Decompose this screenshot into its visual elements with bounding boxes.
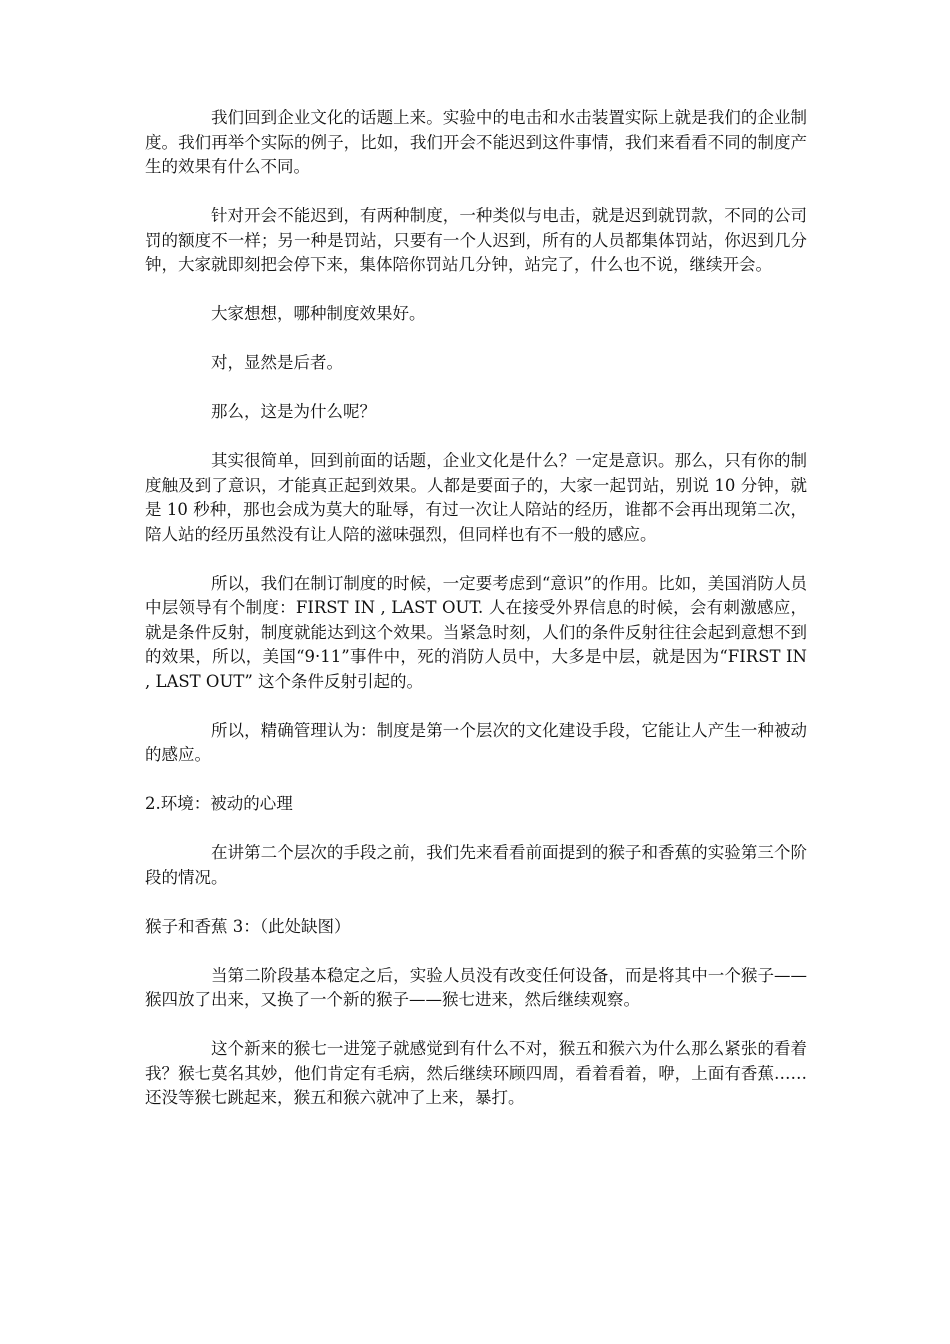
document-page: [145, 106, 807, 1135]
paragraph-monkey-seven: 这个新来的猴七一进笼子就感觉到有什么不对，猴五和猴六为什么那么紧张的看着我？猴七莫名其妙，他们肯定有毛病，然后继续环顾四周，看着看着，咿，上面有香蕉……还没等猴七跳起来，猴五和猴六就冲了上来，暴打。: [145, 1039, 807, 1107]
paragraph-first-in-last-out: 所以，我们在制订制度的时候，一定要考虑到“意识”的作用。比如，美国消防人员中层领导有个制度：FIRST IN , LAST OUT. 人在接受外界信息的时候，会有刺激感应，就是条件反射，制度就能达到这个效果。当紧急时刻，人们的条件反射往往会起到意想不到的效果，所以，美国“9·11”事件中，死的消防人员中，大多是中层，就是因为“FIRST IN , LAST OUT” 这个条件反射引起的。: [145, 573, 807, 691]
paragraph-explanation: 其实很简单，回到前面的话题，企业文化是什么？一定是意识。那么，只有你的制度触及到了意识，才能真正起到效果。人都是要面子的，大家一起罚站，别说 10 分钟，就是 10 秒种，那也会成为莫大的耻辱，有过一次让人陪站的经历，谁都不会再出现第二次，陪人站的经历虽然没有让人陪的滋味强烈，但同样也有不一般的感应。: [145, 451, 807, 544]
paragraph-conclusion: 所以，精确管理认为：制度是第一个层次的文化建设手段，它能让人产生一种被动的感应。: [145, 720, 807, 764]
paragraph-corporate-culture-intro: 我们回到企业文化的话题上来。实验中的电击和水击装置实际上就是我们的企业制度。我们再举个实际的例子，比如，我们开会不能迟到这件事情，我们来看看不同的制度产生的效果有什么不同。: [145, 108, 807, 176]
section-heading-environment: 2.环境：被动的心理: [145, 794, 293, 813]
paragraph-two-systems: 针对开会不能迟到，有两种制度，一种类似与电击，就是迟到就罚款，不同的公司罚的额度不一样；另一种是罚站，只要有一个人迟到，所有的人员都集体罚站，你迟到几分钟，大家就即刻把会停下来，集体陪你罚站几分钟，站完了，什么也不说，继续开会。: [145, 206, 807, 274]
paragraph-question: 大家想想，哪种制度效果好。: [211, 304, 426, 323]
figure-caption-missing: 猴子和香蕉 3：（此处缺图）: [145, 916, 351, 936]
paragraph-why: 那么，这是为什么呢？: [211, 402, 376, 421]
paragraph-stage-two: 当第二阶段基本稳定之后，实验人员没有改变任何设备，而是将其中一个猴子——猴四放了出来，又换了一个新的猴子——猴七进来，然后继续观察。: [145, 965, 807, 1009]
paragraph-second-level-intro: 在讲第二个层次的手段之前，我们先来看看前面提到的猴子和香蕉的实验第三个阶段的情况。: [145, 843, 807, 887]
paragraph-answer: 对，显然是后者。: [211, 353, 343, 372]
